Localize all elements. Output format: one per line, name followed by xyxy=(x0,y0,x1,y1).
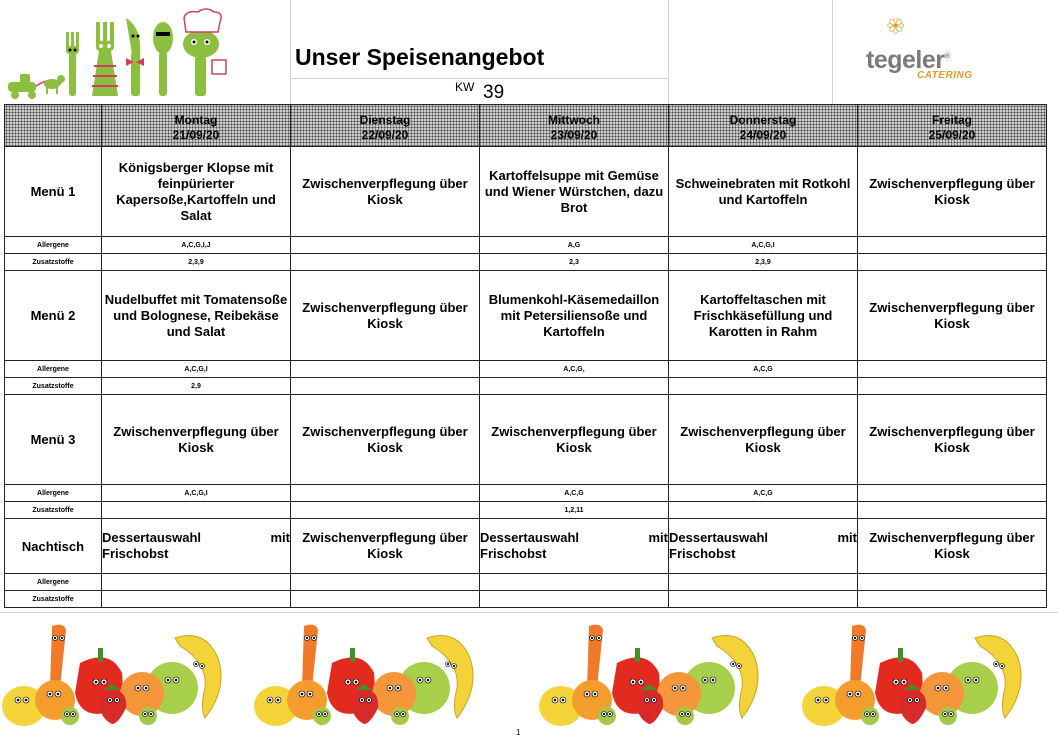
allergene-value xyxy=(858,485,1047,502)
dish-cell: Dessertauswahl mit Frischobst xyxy=(480,519,669,574)
dish-cell: Zwischenverpflegung über Kiosk xyxy=(858,519,1047,574)
zusatzstoffe-value: 2,3,9 xyxy=(102,254,291,271)
allergene-value xyxy=(480,574,669,591)
brand-subtitle: CATERING xyxy=(917,70,973,81)
day-header: Donnerstag 24/09/20 xyxy=(669,105,858,147)
allergene-value: A,C,G, xyxy=(480,361,669,378)
dish-cell: Zwischenverpflegung über Kiosk xyxy=(858,147,1047,237)
brand-name: tegeler® xyxy=(866,46,950,74)
dish-cell: Blumenkohl-Käsemedaillon mit Petersiliensoße und Kartoffeln xyxy=(480,271,669,361)
cutlery-characters-logo xyxy=(6,6,242,102)
dish-cell: Zwischenverpflegung über Kiosk xyxy=(669,395,858,485)
zusatzstoffe-row xyxy=(5,591,1047,608)
allergene-value: A,C,G,I xyxy=(669,237,858,254)
allergene-value xyxy=(669,574,858,591)
dish-cell: Nudelbuffet mit Tomatensoße und Bolognese, Reibekäse und Salat xyxy=(102,271,291,361)
allergene-value: A,G xyxy=(480,237,669,254)
allergene-value xyxy=(291,485,480,502)
allergene-value xyxy=(102,574,291,591)
menu-label: Menü 1 xyxy=(5,147,102,237)
zusatzstoffe-value xyxy=(480,378,669,395)
kw-number: 39 xyxy=(483,82,505,103)
day-header: Montag 21/09/20 xyxy=(102,105,291,147)
allergene-label: Allergene xyxy=(5,361,102,378)
page-number: 1 xyxy=(516,728,521,737)
allergene-value xyxy=(858,574,1047,591)
zusatzstoffe-value xyxy=(858,502,1047,519)
zusatzstoffe-value: 2,3,9 xyxy=(669,254,858,271)
menu-row xyxy=(5,395,1047,485)
zusatzstoffe-value xyxy=(669,378,858,395)
zusatzstoffe-row xyxy=(5,502,1047,519)
zusatzstoffe-label: Zusatzstoffe xyxy=(5,378,102,395)
day-header: Dienstag 22/09/20 xyxy=(291,105,480,147)
allergene-value: A,C,G xyxy=(669,485,858,502)
allergene-value xyxy=(858,361,1047,378)
zusatzstoffe-value xyxy=(291,378,480,395)
kw-label: KW xyxy=(455,80,475,94)
menu-row xyxy=(5,519,1047,574)
fruit-characters-image xyxy=(0,618,235,730)
dish-cell: Zwischenverpflegung über Kiosk xyxy=(291,395,480,485)
allergene-label: Allergene xyxy=(5,485,102,502)
fruit-characters-image xyxy=(800,618,1035,730)
zusatzstoffe-label: Zusatzstoffe xyxy=(5,254,102,271)
menu-label: Nachtisch xyxy=(5,519,102,574)
dish-cell: Dessertauswahl mit Frischobst xyxy=(102,519,291,574)
zusatzstoffe-row xyxy=(5,378,1047,395)
allergene-value: A,C,G xyxy=(669,361,858,378)
zusatzstoffe-value xyxy=(291,591,480,608)
zusatzstoffe-value: 2,3 xyxy=(480,254,669,271)
allergene-value xyxy=(291,237,480,254)
allergene-value: A,C,G xyxy=(480,485,669,502)
allergene-value xyxy=(291,361,480,378)
menu-label: Menü 2 xyxy=(5,271,102,361)
zusatzstoffe-label: Zusatzstoffe xyxy=(5,591,102,608)
allergene-row xyxy=(5,485,1047,502)
dish-cell: Zwischenverpflegung über Kiosk xyxy=(480,395,669,485)
zusatzstoffe-value: 1,2,11 xyxy=(480,502,669,519)
allergene-label: Allergene xyxy=(5,574,102,591)
menu-row xyxy=(5,147,1047,237)
allergene-row xyxy=(5,361,1047,378)
dish-cell: Königsberger Klopse mit feinpürierter Kapersoße,Kartoffeln und Salat xyxy=(102,147,291,237)
dish-cell: Zwischenverpflegung über Kiosk xyxy=(858,395,1047,485)
dish-cell: Zwischenverpflegung über Kiosk xyxy=(291,519,480,574)
allergene-value xyxy=(858,237,1047,254)
allergene-row xyxy=(5,574,1047,591)
day-header: Mittwoch 23/09/20 xyxy=(480,105,669,147)
zusatzstoffe-value xyxy=(858,591,1047,608)
allergene-value: A,C,G,I xyxy=(102,361,291,378)
day-header: Freitag 25/09/20 xyxy=(858,105,1047,147)
zusatzstoffe-value xyxy=(102,591,291,608)
dish-cell: Zwischenverpflegung über Kiosk xyxy=(102,395,291,485)
header-corner xyxy=(5,105,102,147)
page-title: Unser Speisenangebot xyxy=(295,44,545,70)
day-header-row xyxy=(5,105,1047,147)
zusatzstoffe-row xyxy=(5,254,1047,271)
dish-cell: Dessertauswahl mit Frischobst xyxy=(669,519,858,574)
menu-label: Menü 3 xyxy=(5,395,102,485)
menu-row xyxy=(5,271,1047,361)
zusatzstoffe-value xyxy=(858,378,1047,395)
allergene-row xyxy=(5,237,1047,254)
allergene-value: A,C,G,I xyxy=(102,485,291,502)
dish-cell: Zwischenverpflegung über Kiosk xyxy=(291,271,480,361)
zusatzstoffe-value xyxy=(102,502,291,519)
fruit-characters-image xyxy=(252,618,487,730)
zusatzstoffe-value xyxy=(291,254,480,271)
dish-cell: Kartoffeltaschen mit Frischkäsefüllung und Karotten in Rahm xyxy=(669,271,858,361)
zusatzstoffe-value xyxy=(669,502,858,519)
zusatzstoffe-value xyxy=(291,502,480,519)
dish-cell: Kartoffelsuppe mit Gemüse und Wiener Würstchen, dazu Brot xyxy=(480,147,669,237)
zusatzstoffe-value xyxy=(669,591,858,608)
zusatzstoffe-value: 2,9 xyxy=(102,378,291,395)
menu-table xyxy=(4,104,1047,608)
zusatzstoffe-value xyxy=(858,254,1047,271)
dish-cell: Schweinebraten mit Rotkohl und Kartoffeln xyxy=(669,147,858,237)
allergene-value xyxy=(291,574,480,591)
fruit-characters-image xyxy=(537,618,772,730)
allergene-label: Allergene xyxy=(5,237,102,254)
allergene-value: A,C,G,I,J xyxy=(102,237,291,254)
dish-cell: Zwischenverpflegung über Kiosk xyxy=(858,271,1047,361)
zusatzstoffe-value xyxy=(480,591,669,608)
zusatzstoffe-label: Zusatzstoffe xyxy=(5,502,102,519)
dish-cell: Zwischenverpflegung über Kiosk xyxy=(291,147,480,237)
